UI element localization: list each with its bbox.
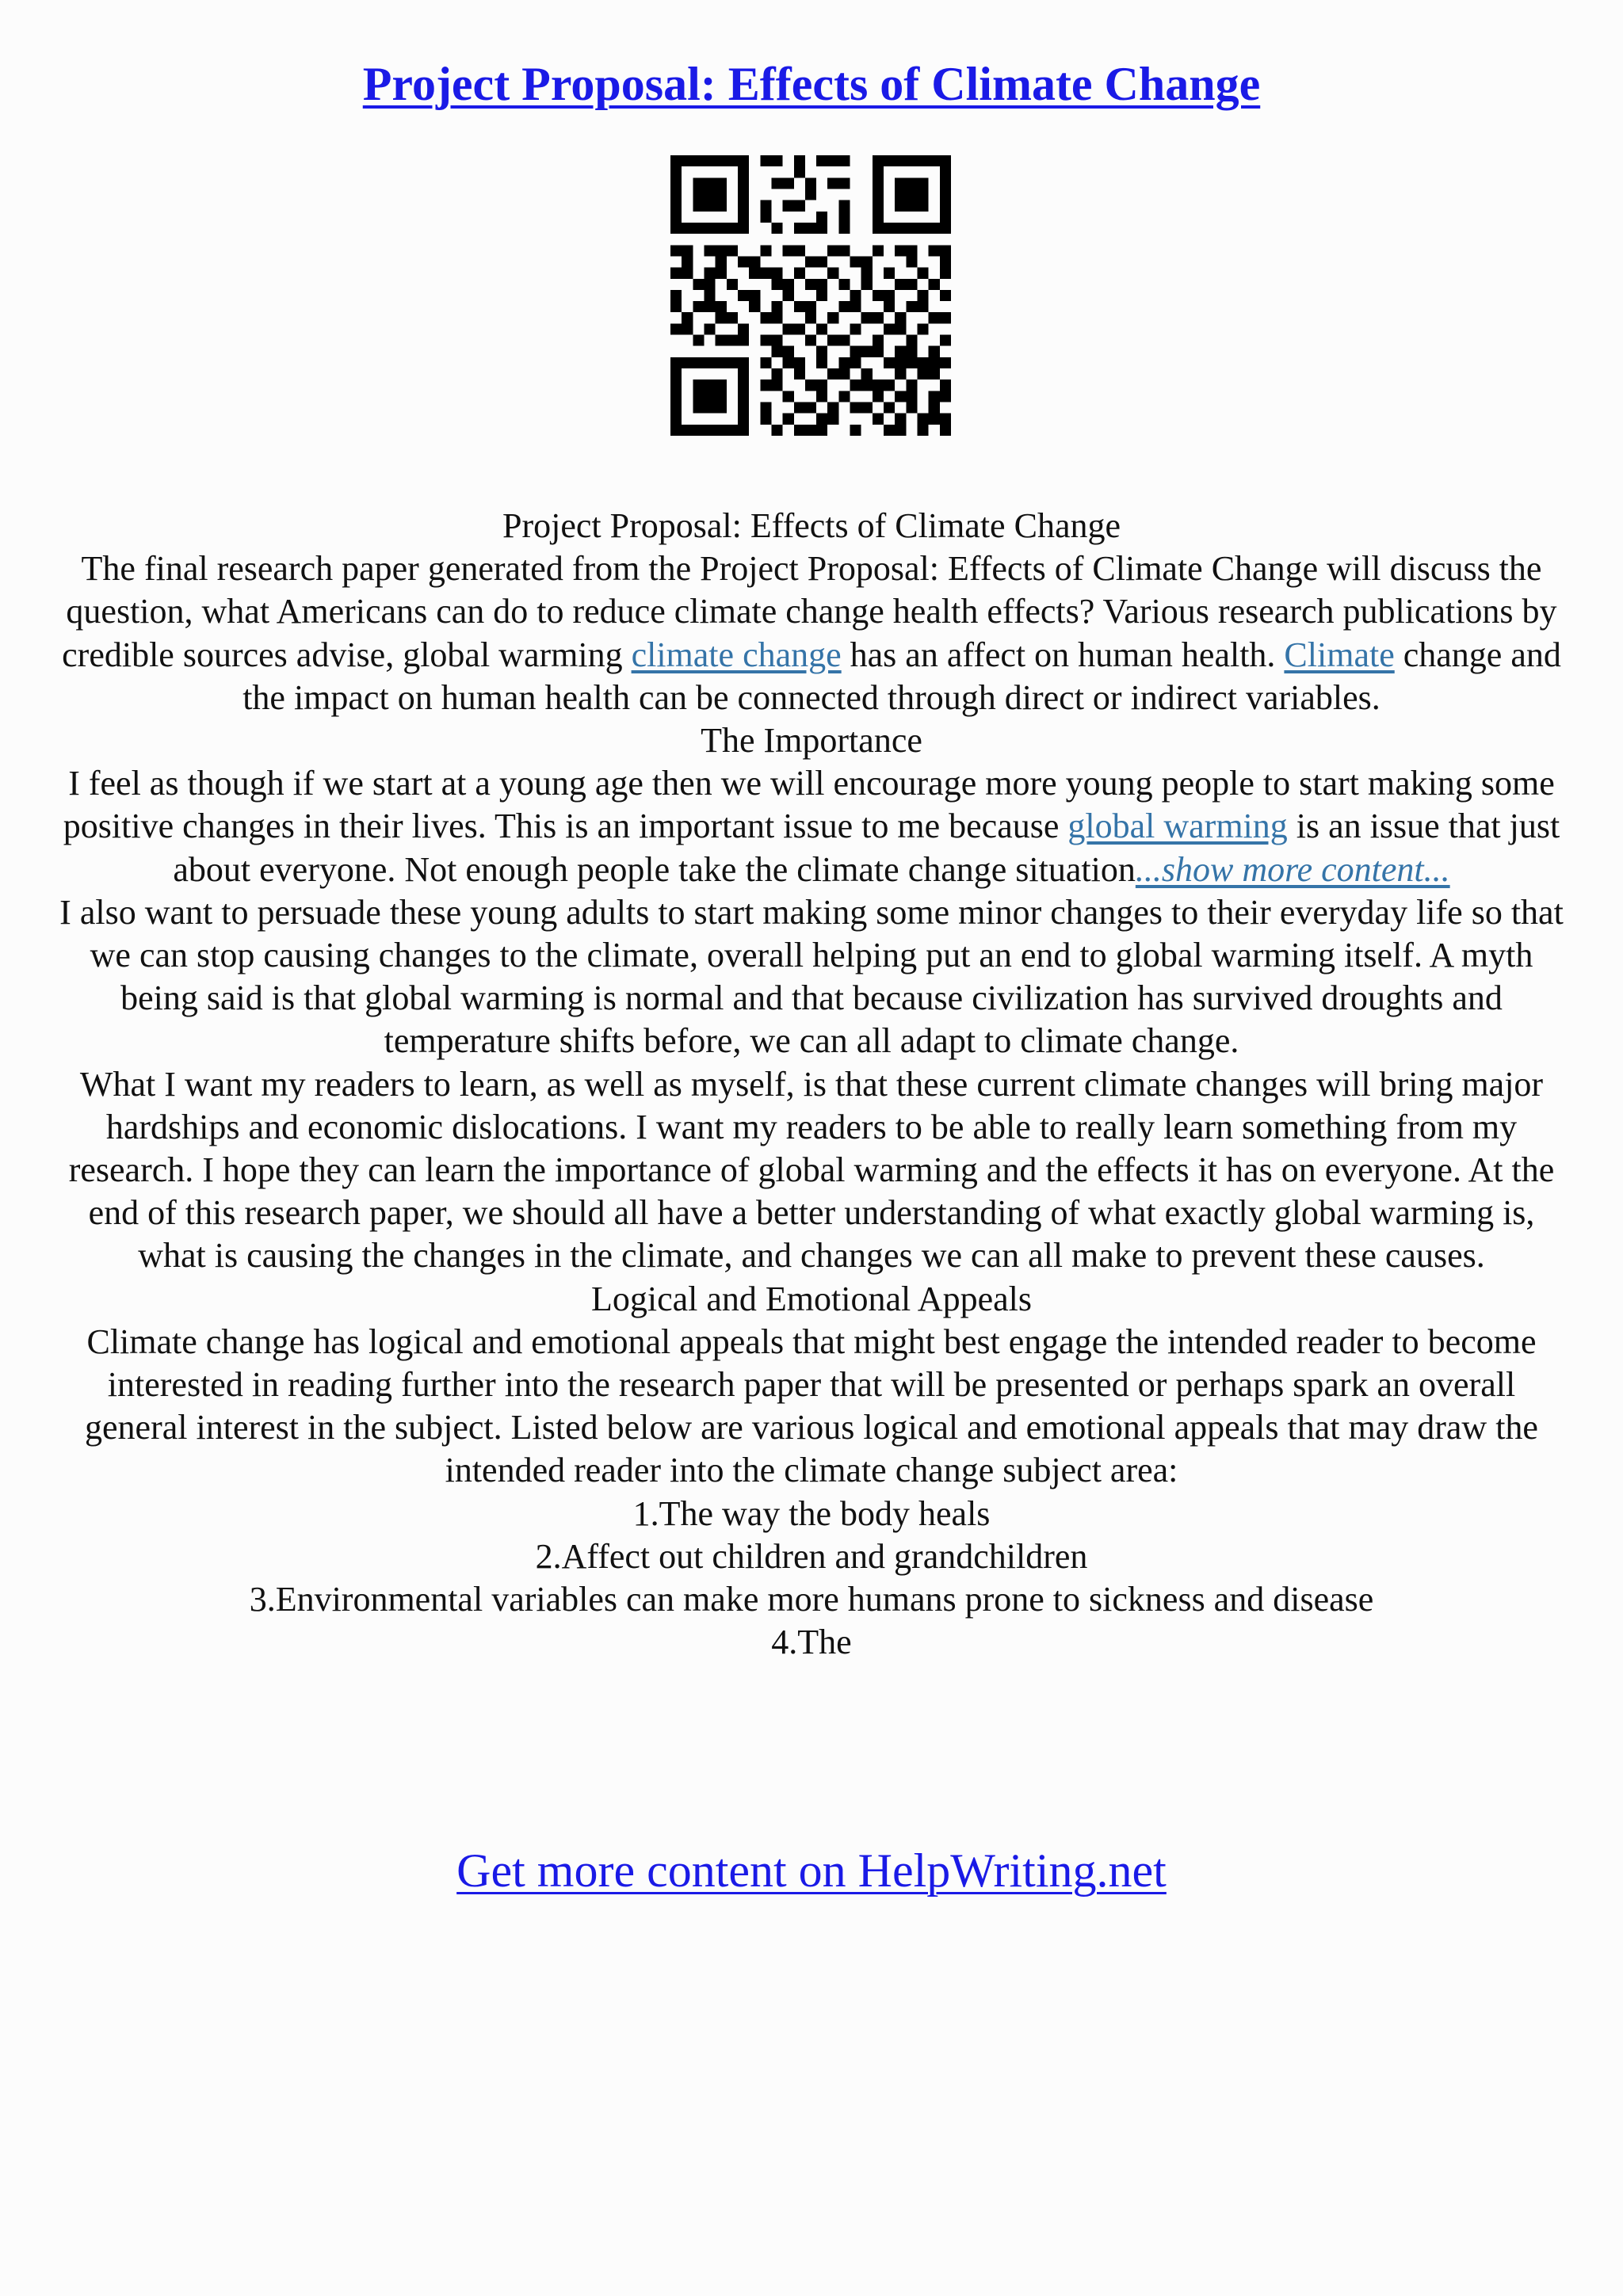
importance-text-2: is an issue that just about everyone. Not enough people take the climate change situation [173,807,1560,889]
intro-text-1: The final research paper generated from the Project Proposal: Effects of Climate Change will discuss the question, what Americans can do to reduce climate change health effects? Various research publications by credible sources advise, global warming [62,549,1557,674]
importance-text-1: I feel as though if we start at a young age then we will encourage more young people to start making some positive changes in their lives. This is an important issue to me because [63,764,1555,846]
qr-finder-top-right [873,155,951,234]
persuade-paragraph: I also want to persuade these young adults to start making some minor changes to their everyday life so that we can stop causing changes to the climate, overall helping put an end to global warming itself. A myth being said is that global warming is normal and that because civilization has survived droughts and temperature shifts before, we can all adapt to climate change. [59,892,1564,1061]
list-item: 2.Affect out children and grandchildren [535,1536,1088,1576]
importance-paragraph [55,762,1568,891]
title-container [0,57,1623,112]
footer-more-content-link[interactable]: Get more content on HelpWriting.net [456,1844,1167,1897]
keyword-link-climate-change[interactable]: climate change [631,635,842,674]
show-more-link[interactable]: ...show more content... [1135,849,1450,889]
section-heading-appeals: Logical and Emotional Appeals [591,1279,1032,1318]
qr-finder-top-left [670,155,749,234]
intro-text-3: change and the impact on human health can be connected through direct or indirect variables. [242,635,1561,717]
intro-text-2: has an affect on human health. [841,635,1285,674]
list-item: 1.The way the body heals [632,1493,991,1533]
qr-code-icon [670,155,951,436]
keyword-link-climate[interactable]: Climate [1284,635,1395,674]
article-body [55,505,1568,1664]
appeals-paragraph: Climate change has logical and emotional appeals that might best engage the intended reader to become interested in reading further into the research paper that will be presented or perhaps spark an overall general interest in the subject. Listed below are various logical and emotional appeals that may draw the intended reader into the climate change subject area: [85,1322,1538,1490]
page-title-link[interactable]: Project Proposal: Effects of Climate Change [362,58,1261,110]
intro-paragraph [55,547,1568,719]
learn-paragraph: What I want my readers to learn, as well as myself, is that these current climate changes will bring major hardships and economic dislocations. I want my readers to be able to really learn something from my research. I hope they can learn the importance of global warming and the effects it has on everyone. At the end of this research paper, we should all have a better understanding of what exactly global warming is, what is causing the changes in the climate, and changes we can all make to prevent these causes. [68,1064,1555,1276]
list-item: 4.The [771,1623,852,1662]
qr-finder-bottom-left [670,357,749,436]
section-heading-importance: The Importance [701,721,922,761]
list-item: 3.Environmental variables can make more humans prone to sickness and disease [249,1580,1374,1619]
keyword-link-global-warming[interactable]: global warming [1067,807,1288,846]
article-subtitle: Project Proposal: Effects of Climate Change [502,506,1121,545]
